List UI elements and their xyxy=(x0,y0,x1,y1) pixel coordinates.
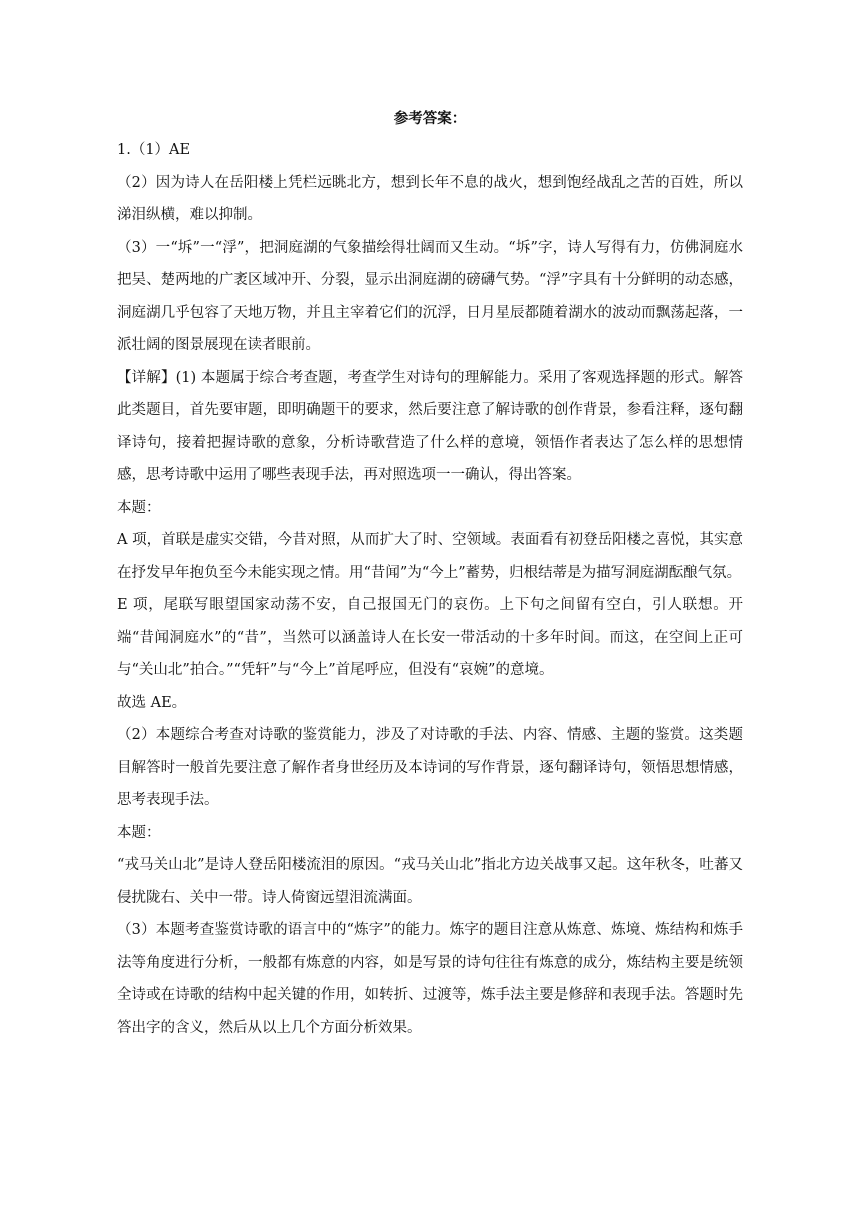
detail-1: 【详解】(1) 本题属于综合考查题，考查学生对诗句的理解能力。采用了客观选择题的形式。解答此类题目，首先要审题，即明确题干的要求，然后要注意了解诗歌的创作背景，参看注释，逐句翻译诗句，接着把握诗歌的意象，分析诗歌营造了什么样的意境，领悟作者表达了怎么样的思想情感，思考诗歌中运用了哪些表现手法，再对照选项一一确认，得出答案。 xyxy=(117,369,743,483)
detail-option-e: E 项，尾联写眼望国家动荡不安，自己报国无门的哀伤。上下句之间留有空白，引人联想。开端“昔闻洞庭水”的“昔”，当然可以涵盖诗人在长安一带活动的十多年时间。而这，在空间上正可与“关山北”拍合。”“凭轩”与“今上”首尾呼应，但没有“哀婉”的意境。 xyxy=(117,597,743,678)
detail-3: （3）本题考查鉴赏诗歌的语言中的“炼字”的能力。炼字的题目注意从炼意、炼境、炼结构和炼手法等角度进行分析，一般都有炼意的内容，如是写景的诗句往往有炼意的成分，炼结构主要是统领全诗或在诗歌的结构中起关键的作用，如转折、过渡等，炼手法主要是修辞和表现手法。答题时先答出字的含义，然后从以上几个方面分析效果。 xyxy=(117,922,743,1036)
detail-2: （2）本题综合考查对诗歌的鉴赏能力，涉及了对诗歌的手法、内容、情感、主题的鉴赏。这类题目解答时一般首先要注意了解作者身世经历及本诗词的写作背景，逐句翻译诗句，领悟思想情感，思考表现手法。 xyxy=(117,727,743,808)
answer-1-2: （2）因为诗人在岳阳楼上凭栏远眺北方，想到长年不息的战火，想到饱经战乱之苦的百姓，所以涕泪纵横，难以抑制。 xyxy=(117,174,743,223)
detail-option-a: A 项，首联是虚实交错，今昔对照，从而扩大了时、空领域。表面看有初登岳阳楼之喜悦，其实意在抒发早年抱负至今未能实现之情。用“昔闻”为“今上”蓄势，归根结蒂是为描写洞庭湖酝酿气氛。 xyxy=(117,532,743,581)
detail-choice: 故选 AE。 xyxy=(117,694,187,711)
detail-2-body: “戎马关山北”是诗人登岳阳楼流泪的原因。“戎马关山北”指北方边关战事又起。这年秋冬，吐蕃又侵扰陇右、关中一带。诗人倚窗远望泪流满面。 xyxy=(117,857,743,906)
detail-label-1: 本题： xyxy=(117,499,161,516)
answer-1-3: （3）一“坼”一“浮”，把洞庭湖的气象描绘得壮阔而又生动。“坼”字，诗人写得有力，仿佛洞庭水把吴、楚两地的广袤区域冲开、分裂，显示出洞庭湖的磅礴气势。“浮”字具有十分鲜明的动态感，洞庭湖几乎包容了天地万物，并且主宰着它们的沉浮，日月星辰都随着湖水的波动而飘荡起落，一派壮阔的图景展现在读者眼前。 xyxy=(117,239,743,353)
answer-1-1: 1.（1）AE xyxy=(117,142,191,158)
page-title: 参考答案： xyxy=(393,110,467,127)
detail-label-2: 本题： xyxy=(117,824,161,841)
